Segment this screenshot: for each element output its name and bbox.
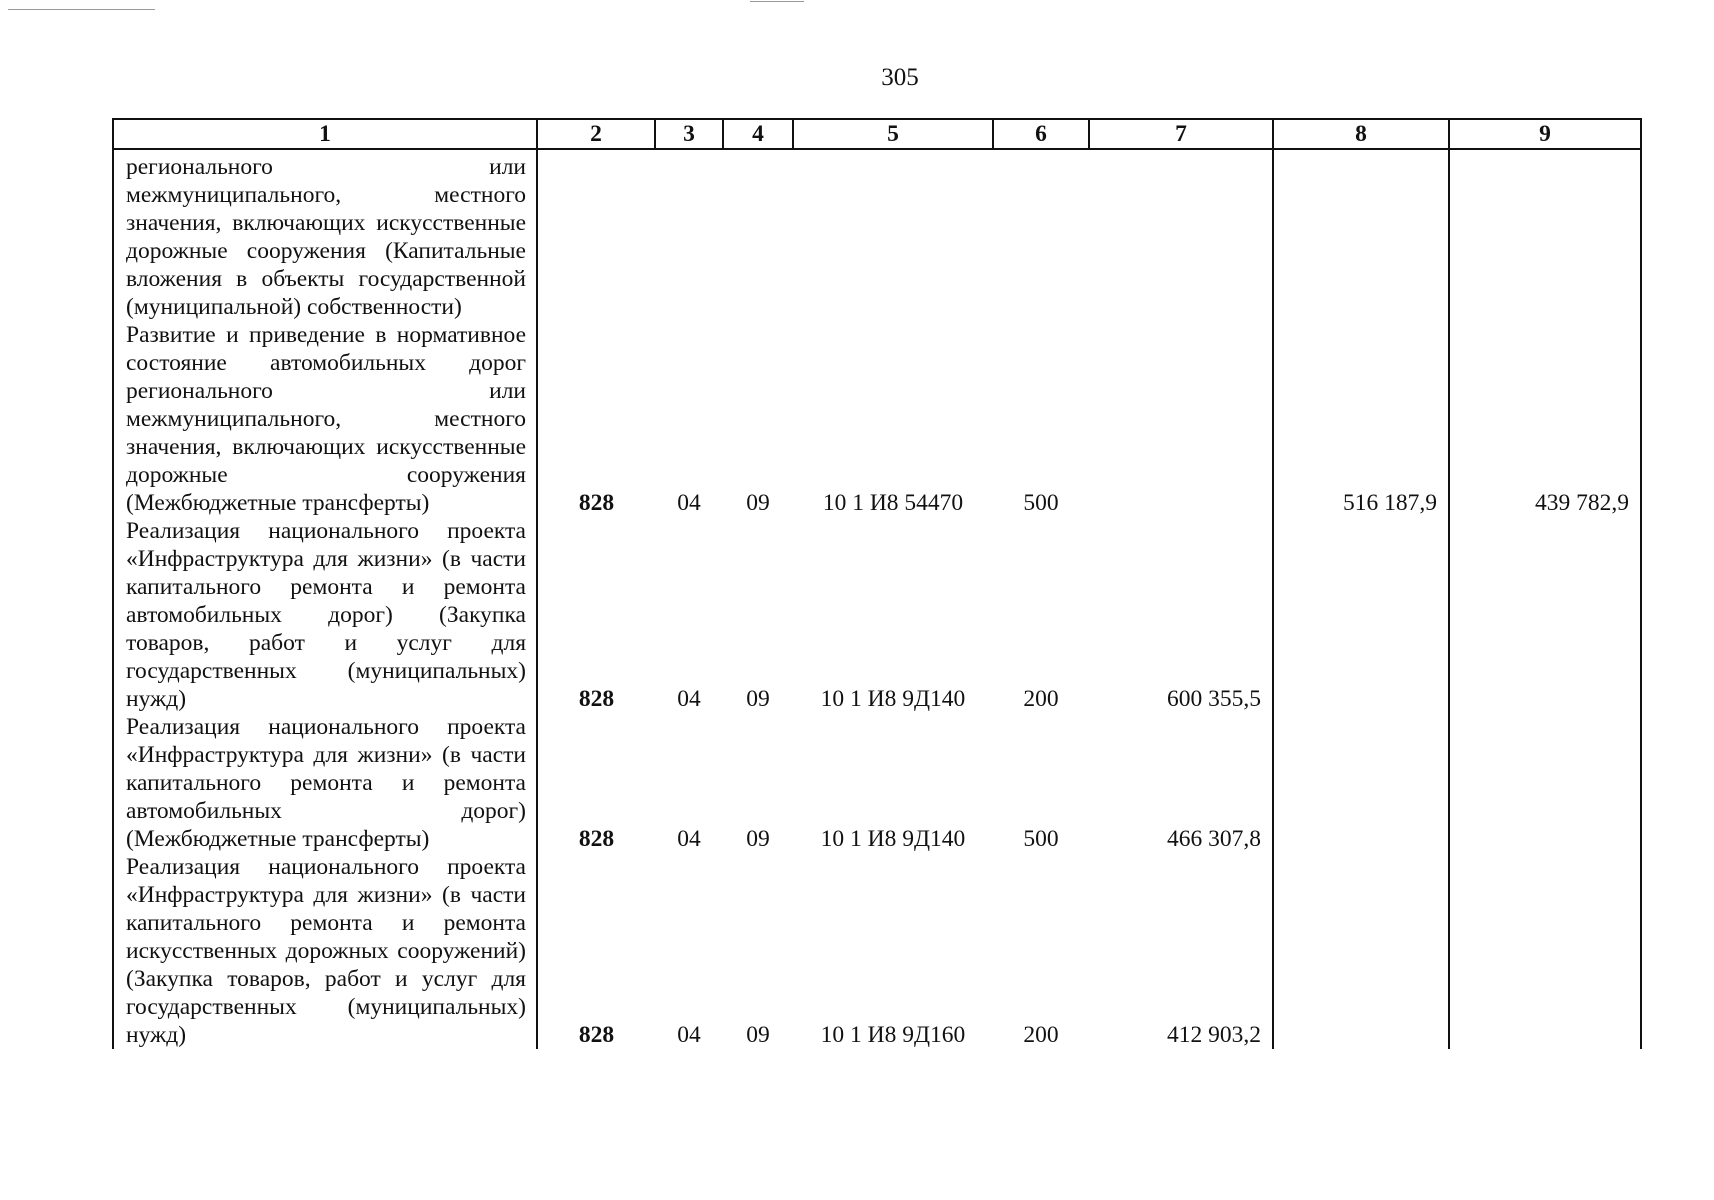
cell-subsection: 09 — [746, 1022, 770, 1048]
column-header: 6 — [993, 119, 1089, 149]
cell-amount-col8 — [1273, 853, 1449, 1049]
header-row — [113, 119, 1641, 149]
cell-expense-type: 200 — [1023, 1022, 1059, 1048]
column-header: 5 — [793, 119, 993, 149]
cell-admin-code: 828 — [537, 853, 655, 1049]
table-row — [113, 853, 1641, 1049]
cell-subsection — [723, 149, 793, 321]
cell-target-article — [793, 149, 993, 321]
cell-admin-code: 828 — [537, 517, 655, 713]
cell-target-article: 10 1 И8 9Д140 — [820, 686, 966, 712]
cell-amount-col8 — [1273, 517, 1449, 713]
cell-amount-col7: 466 307,8 — [1089, 713, 1273, 853]
cell-admin-code: 828 — [537, 321, 655, 517]
table-row — [113, 149, 1641, 321]
page-number: 305 — [881, 64, 919, 91]
column-header: 4 — [723, 119, 793, 149]
cell-expense-type — [993, 149, 1089, 321]
row-description: Реализация национального проекта «Инфраструктура для жизни» (в части капитального ремонта и ремонта автомобильных дорог) (Закупка товаров, работ и услуг для государственных (муниципальных) нужд) — [113, 517, 537, 713]
cell-subsection: 09 — [746, 686, 770, 712]
column-header: 9 — [1449, 119, 1641, 149]
cell-section: 04 — [677, 686, 701, 712]
column-header: 8 — [1273, 119, 1449, 149]
cell-amount-col9 — [1449, 149, 1641, 321]
row-description: Реализация национального проекта «Инфраструктура для жизни» (в части капитального ремонта и ремонта автомобильных дорог) (Межбюджетные трансферты) — [113, 713, 537, 853]
column-header: 3 — [655, 119, 723, 149]
row-description: Развитие и приведение в нормативное состояние автомобильных дорог регионального или межмуниципального, местного значения, включающих искусственные дорожные сооружения (Межбюджетные трансферты) — [113, 321, 537, 517]
cell-subsection: 09 — [746, 826, 770, 852]
scan-edge-mark — [750, 1, 804, 2]
cell-amount-col7: 412 903,2 — [1089, 853, 1273, 1049]
cell-expense-type: 500 — [1023, 490, 1059, 516]
column-header: 1 — [113, 119, 537, 149]
cell-amount-col7 — [1089, 149, 1273, 321]
cell-admin-code: 828 — [537, 713, 655, 853]
cell-amount-col9: 439 782,9 — [1449, 321, 1641, 517]
cell-amount-col8 — [1273, 149, 1449, 321]
cell-section: 04 — [677, 490, 701, 516]
cell-expense-type: 500 — [1023, 826, 1059, 852]
cell-target-article: 10 1 И8 9Д140 — [820, 826, 966, 852]
cell-amount-col9 — [1449, 713, 1641, 853]
cell-amount-col9 — [1449, 517, 1641, 713]
cell-section: 04 — [677, 1022, 701, 1048]
table-row — [113, 517, 1641, 713]
row-description: регионального или межмуниципального, местного значения, включающих искусственные дорожные сооружения (Капитальные вложения в объекты государственной (муниципальной) собственности) — [113, 149, 537, 321]
cell-amount-col8: 516 187,9 — [1273, 321, 1449, 517]
cell-subsection: 09 — [746, 490, 770, 516]
cell-amount-col8 — [1273, 713, 1449, 853]
cell-amount-col7: 600 355,5 — [1089, 517, 1273, 713]
cell-amount-col7 — [1089, 321, 1273, 517]
cell-section — [655, 149, 723, 321]
cell-amount-col9 — [1449, 853, 1641, 1049]
cell-admin-code — [537, 149, 655, 321]
cell-section: 04 — [677, 826, 701, 852]
column-header: 7 — [1089, 119, 1273, 149]
table-row — [113, 321, 1641, 517]
row-description: Реализация национального проекта «Инфраструктура для жизни» (в части капитального ремонта и ремонта искусственных дорожных сооружений) (Закупка товаров, работ и услуг для государственных (муниципальных) нужд) — [113, 853, 537, 1049]
budget-table — [112, 118, 1642, 1049]
cell-target-article: 10 1 И8 54470 — [822, 490, 964, 516]
scan-edge-mark — [8, 9, 155, 10]
cell-expense-type: 200 — [1023, 686, 1059, 712]
cell-target-article: 10 1 И8 9Д160 — [820, 1022, 966, 1048]
table-row — [113, 713, 1641, 853]
column-header: 2 — [537, 119, 655, 149]
